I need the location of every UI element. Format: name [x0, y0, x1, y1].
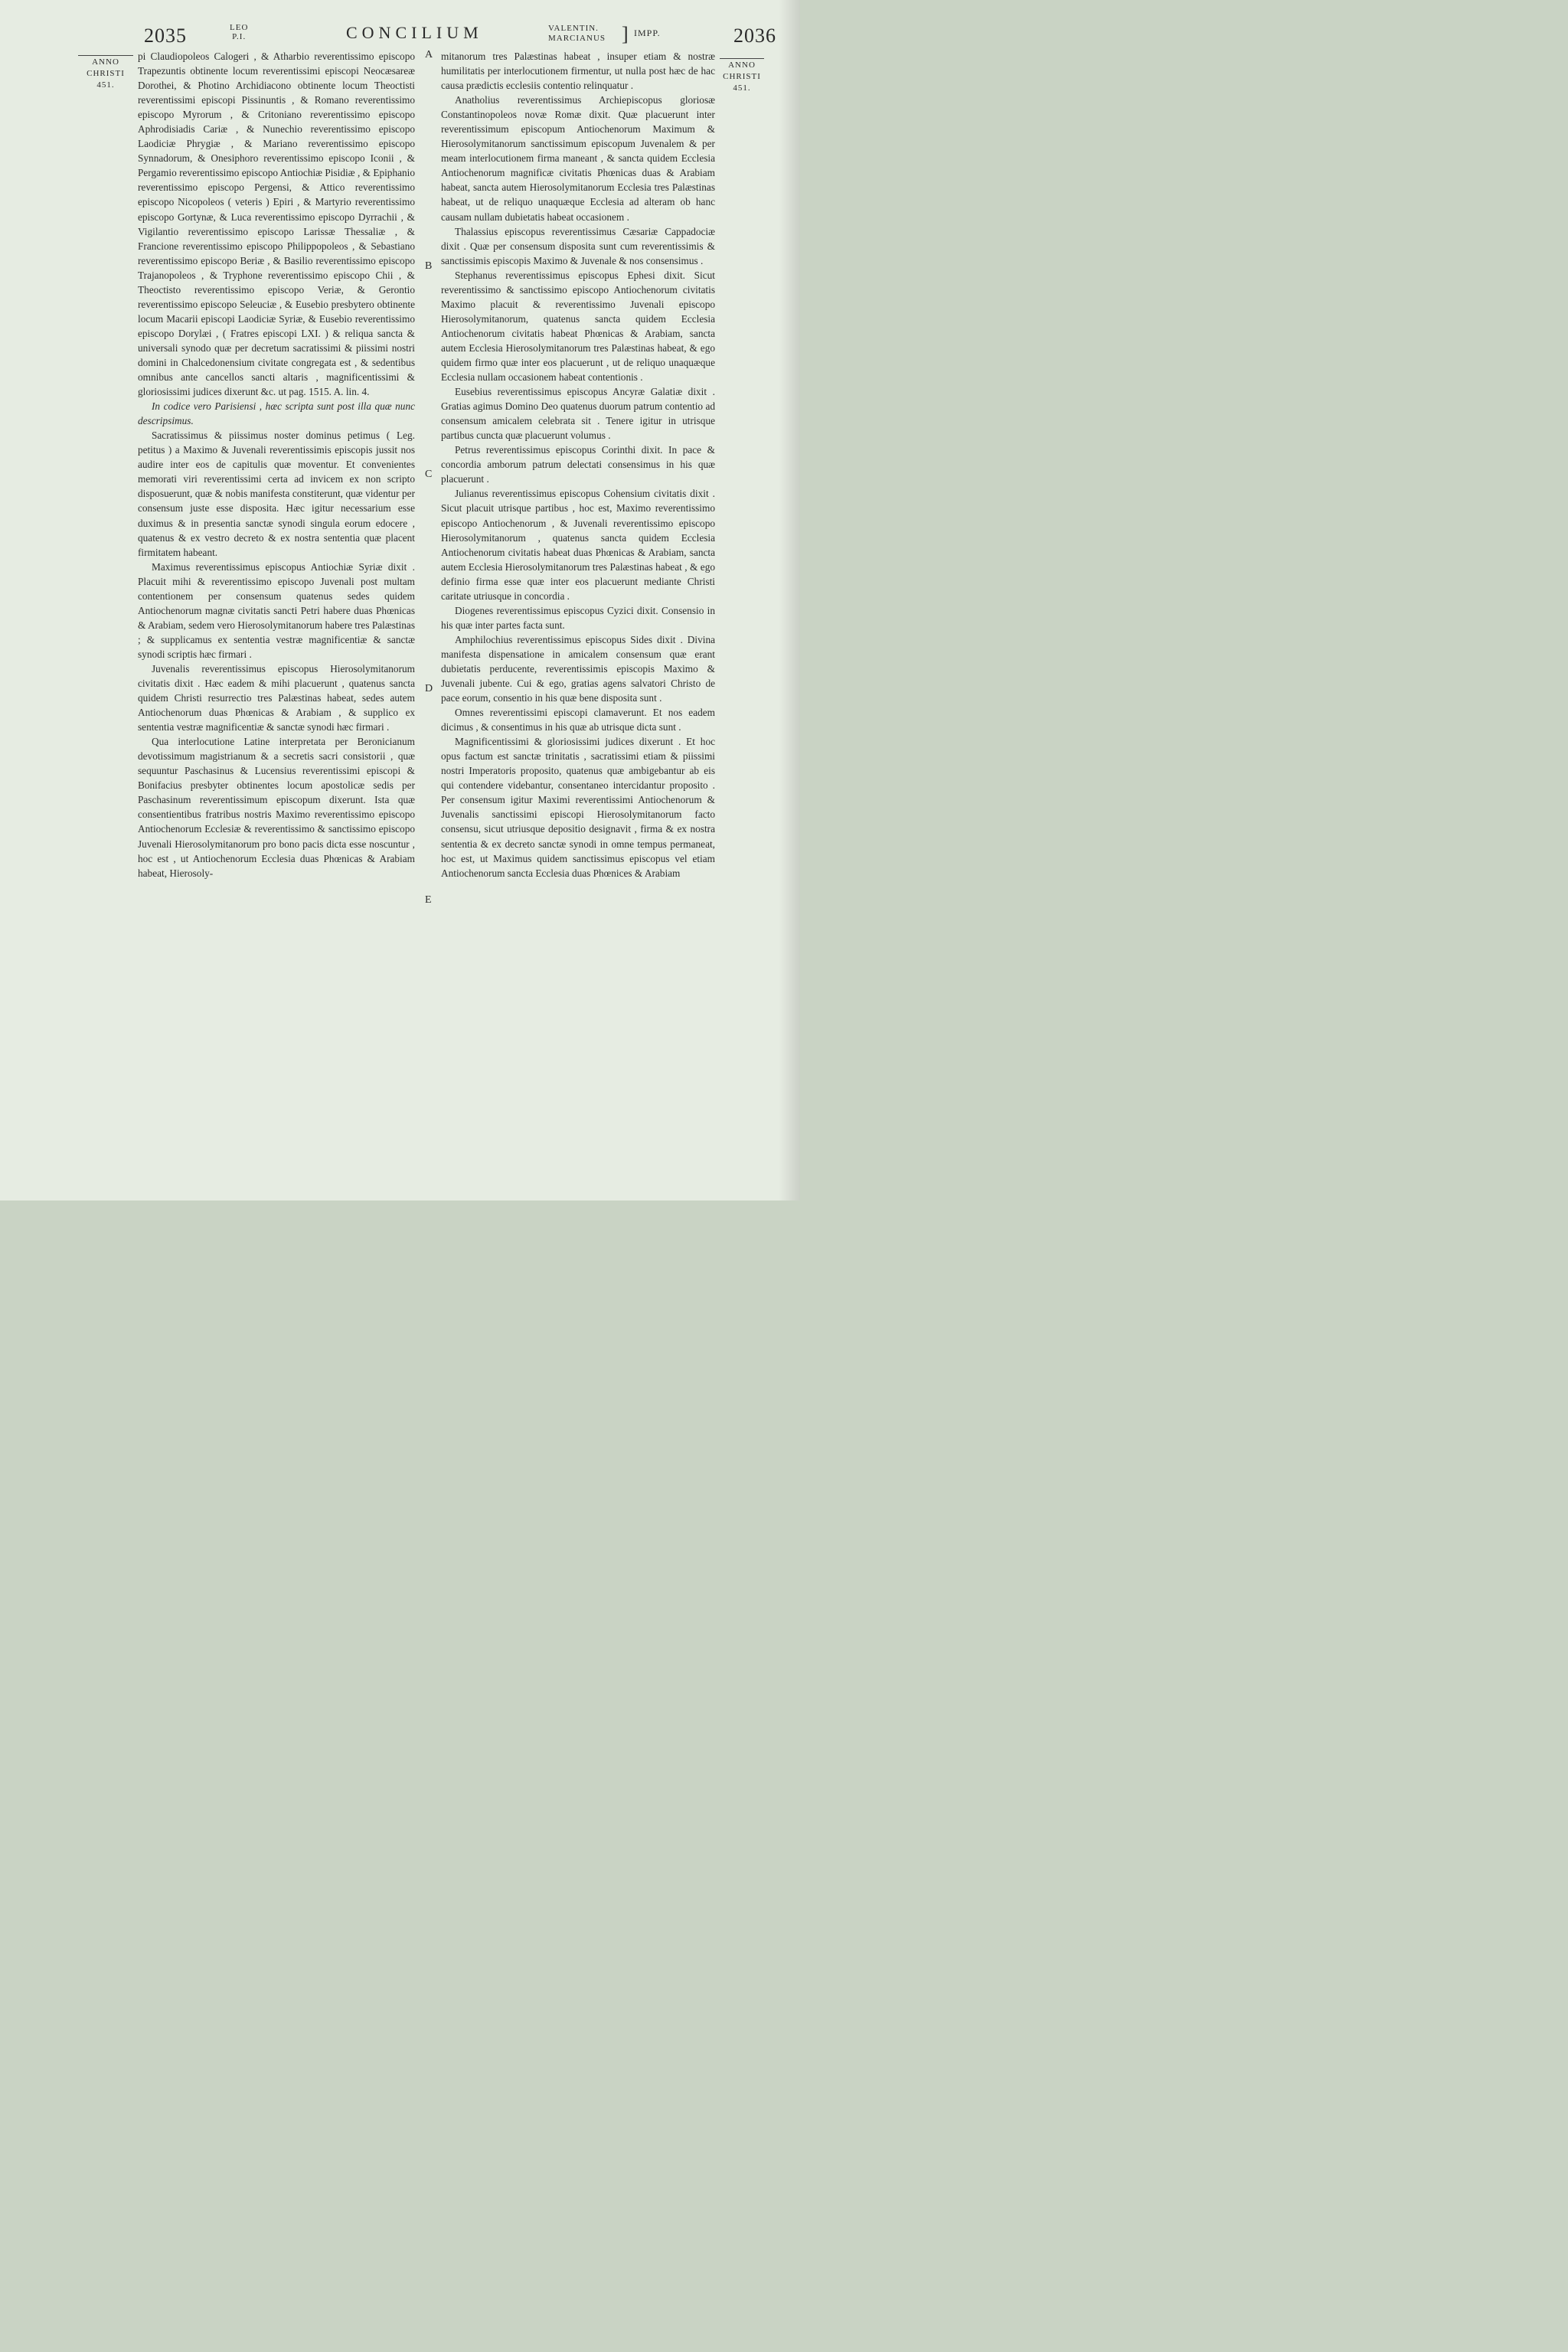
left-page-number: 2035	[144, 24, 187, 47]
paragraph: In codice vero Parisiensi , hæc scripta sunt post illa quæ nunc descripsimus.	[138, 400, 415, 427]
running-head-imp: IMPP.	[634, 28, 661, 38]
gutter-shadow	[779, 0, 800, 1200]
right-page-number: 2036	[733, 24, 776, 47]
margin-anno: ANNO	[728, 60, 756, 70]
paragraph: Qua interlocutione Latine interpretata per Beronicianum devotissimum magistrianum & a secretis sacri consistorii , quæ sequuntur Paschasinus & Lucensius reverentissimi episcopi & Bonifacius presbyter obtinentes locum apostolicæ sedis per Paschasinum reverentissimum episcopum dixerunt. Ista quæ consentientibus fratribus nostris Maximo reverentissimo episcopo Antiochenorum Ecclesiæ & reverentissimo & sanctissimo episcopo Juvenali Hierosolymitanorum pro bono pacis dicta esse noscuntur , hoc est , ut Antiochenorum Ecclesia duas Phœnicas & Arabiam habeat, Hierosoly-	[138, 736, 415, 879]
running-head-emperors	[548, 24, 606, 44]
paragraph: Stephanus reverentissimus episcopus Ephesi dixit. Sicut reverentissimo & sanctissimo episcopo Antiochenorum civitatis Maximo placuit & reverentissimo Juvenali episcopo Hierosolymitanorum, quatenus sancta quidem Ecclesia Antiochenorum civitatis habeat Phœnicas & Arabiam, sancta autem Ecclesia Hierosolymitanorum tres Palæstinas habeat, & ego quidem firmo quæ inter eos placuerunt , ut de reliquo unaquæque Ecclesia nullam occasionem habeat contentionis .	[441, 269, 715, 384]
left-column	[138, 49, 415, 880]
margin-year: 451.	[96, 80, 115, 90]
paragraph: Thalassius episcopus reverentissimus Cæsariæ Cappadociæ dixit . Quæ per consensum disposita sunt cum reverentissimis & sanctissimis episcopis Maximo & Juvenale & nos consensimus .	[441, 225, 715, 266]
paragraph: Maximus reverentissimus episcopus Antiochiæ Syriæ dixit . Placuit mihi & reverentissimo episcopo Juvenali post multam contentionem per consensum quatenus sedes quidem Antiochenorum magnæ civitatis sancti Petri habere duas Phœnicas & Arabiam, sedem vero Hierosolymitanorum habere tres Palæstinas ; & supplicamus ex sententia vestræ magnificentiæ & sanctæ synodi scriptis hæc firmari .	[138, 560, 415, 660]
paragraph: Omnes reverentissimi episcopi clamaverunt. Et nos eadem dicimus , & consentimus in his quæ ab utrisque dicta sunt .	[441, 707, 715, 733]
running-head-pope	[230, 23, 248, 41]
section-marker-a: A	[425, 49, 433, 60]
margin-christi: CHRISTI	[87, 69, 125, 78]
running-head-title: CONCILIUM	[346, 23, 483, 42]
paragraph: Amphilochius reverentissimus episcopus Sides dixit . Divina manifesta dispensatione in amicalem consensum quæ erant dubietatis perducente, reverentissimis episcopis Maximo & Juvenali jubente. Cui & ego, gratias agens salvatori Christo de pace eorum, consentio in his quæ bene disposita sunt .	[441, 633, 715, 704]
section-marker-d: D	[425, 683, 433, 694]
margin-year-left	[78, 55, 133, 91]
pope-number: P.I.	[232, 32, 247, 41]
paragraph: Diogenes reverentissimus episcopus Cyzici dixit. Consensio in his quæ inter partes facta sunt.	[441, 604, 715, 631]
paragraph: mitanorum tres Palæstinas habeat , insuper etiam & nostræ humilitatis per interlocutionem firmentur, ut nulla post hæc de hac causa prædictis ecclesiis contentio relinquatur .	[441, 51, 715, 92]
document-page	[0, 0, 800, 1200]
margin-year: 451.	[733, 83, 751, 93]
margin-anno: ANNO	[92, 57, 119, 67]
paragraph: pi Claudiopoleos Calogeri , & Atharbio reverentissimo episcopo Trapezuntis obtinente locum reverentissimi episcopi Neocæsareæ Dorothei, & Photino Archidiacono obtinente locum Theoctisti reverentissimi episcopi Pissinuntis , & Romano reverentissimo episcopo Myrorum , & Critoniano reverentissimo episcopo Aphrodisiadis Cariæ , & Nunechio reverentissimo episcopo Laodiciæ Phrygiæ , & Mariano reverentissimo episcopo Synnadorum, & Onesiphoro reverentissimo episcopo Iconii , & Pergamio reverentissimo episcopo Antiochiæ Pisidiæ , & Epiphanio reverentissimo episcopo Pergensi, & Attico reverentissimo episcopo Nicopoleos ( veteris ) Epiri , & Martyrio reverentissimo episcopo Gortynæ, & Luca reverentissimo episcopo Dyrrachii , & Vigilantio reverentissimo episcopo Larissæ Thessaliæ , & Francione reverentissimo episcopo Philippopoleos , & Sebastiano reverentissimo episcopo Beriæ , & Basilio reverentissimo episcopo Trajanopoleos , & Tryphone reverentissimo episcopo Chii , & Theoctisto reverentissimo episcopo Veriæ, & Gerontio reverentissimo episcopo Seleuciæ , & Eusebio presbytero obtinente locum Macarii episcopi Laodiciæ Syriæ, & Eusebio reverentissimo episcopo Dorylæi , ( Fratres episcopi LXI. ) & reliqua sancta & universali synodo quæ per decretum sacratissimi & piissimi nostri domini in Chalcedonensium civitate congregata est , & sedentibus omnibus ante cancellos sancti altaris , magnificentissimi & gloriosissimi judices dixerunt &c. ut pag. 1515. A. lin. 4.	[138, 51, 415, 398]
section-marker-c: C	[425, 469, 433, 480]
paragraph: Juvenalis reverentissimus episcopus Hierosolymitanorum civitatis dixit . Hæc eadem & mihi placuerunt , quatenus sancta quidem Christi resurrectio tres Palæstinas habeat, sedes autem Antiochenorum duas Phœnicas & Arabiam , & supplico ex sententia vestræ magnificentiæ & sanctæ synodi hæc firmari .	[138, 662, 415, 733]
pope-name: LEO	[230, 23, 249, 32]
paragraph: Julianus reverentissimus episcopus Cohensium civitatis dixit . Sicut placuit utrisque partibus , hoc est, Maximo reverentissimo episcopo Antiochenorum , & Juvenali reverentissimo episcopo Hierosolymitanorum , quatenus sancta quidem Ecclesia Antiochenorum civitatis habeat duas Phœnicas & Arabiam, sancta autem Ecclesia Hierosolymitanorum tres Palæstinas habeat , & ego definio firma esse quæ inter eos placuerunt mediante Christi caritate utriusque in concordia .	[441, 488, 715, 602]
section-marker-e: E	[425, 894, 432, 906]
paragraph: Magnificentissimi & gloriosissimi judices dixerunt . Et hoc opus factum est sanctæ trinitatis , sacratissimi etiam & piissimi nostri Imperatoris proposito, quatenus quæ ambigebantur ab eis qui contendere videbantur, consentaneo intercidantur proposito . Per consensum igitur Maximi reverentissimi Antiochenorum & Juvenalis sanctissimi episcopi Hierosolymitanorum facto consensu, sicut utriusque depositio designavit , firma & ex nostra sententia & ex decreto sanctæ synodi in omne tempus permaneat, hoc est, ut Maximus quidem sanctissimus episcopus vel etiam Antiochenorum sancta Ecclesia duas Phœnices & Arabiam	[441, 736, 715, 879]
margin-christi: CHRISTI	[723, 72, 761, 81]
emperor-2: MARCIANUS	[548, 34, 606, 43]
emperor-1: VALENTIN.	[548, 24, 599, 33]
header-bracket: ]	[622, 23, 629, 45]
margin-year-right	[720, 58, 764, 94]
paragraph: Eusebius reverentissimus episcopus Ancyræ Galatiæ dixit . Gratias agimus Domino Deo quatenus duorum patrum contentio ad consensum amicalem celebrata sit . Tenere igitur in utrisque partibus cuncta quæ placuerunt volumus .	[441, 386, 715, 442]
section-marker-b: B	[425, 260, 433, 272]
right-column	[441, 49, 715, 880]
paragraph: Sacratissimus & piissimus noster dominus petimus ( Leg. petitus ) a Maximo & Juvenali reverentissimis episcopis jussit nos audire inter eos de capitulis quæ moventur. Et convenientes memorati viri reverentissimi certa ad invicem ex non scripto disposuerunt, quæ & nobis manifesta constiterunt, quæ videntur per consensum juste esse disposita. Hæc igitur necessarium esse duximus & in presentia sanctæ synodi singula eorum edocere , quatenus & ex vestro decreto & ex nostra sententia quæ placent firmitatem habeant.	[138, 430, 415, 558]
paragraph: Petrus reverentissimus episcopus Corinthi dixit. In pace & concordia amborum patrum delectati consensimus in his quæ placuerunt .	[441, 444, 715, 485]
paragraph: Anatholius reverentissimus Archiepiscopus gloriosæ Constantinopoleos novæ Romæ dixit. Quæ placuerunt inter reverentissimum episcopum Antiochenorum Maximum & Hierosolymitanorum sanctissimum episcopum Juvenalem & per meam interlocutionem firma maneant , & sancta quidem Ecclesia Antiochenorum magnificæ civitatis Phœnicas duas & Arabiam habeat, sancta autem Hierosolymitanorum Ecclesia tres Palæstinas habeat, ut de reliquo unaquæque Ecclesia ad alteram ob hanc causam nullam dubietatis habeat occasionem .	[441, 94, 715, 223]
